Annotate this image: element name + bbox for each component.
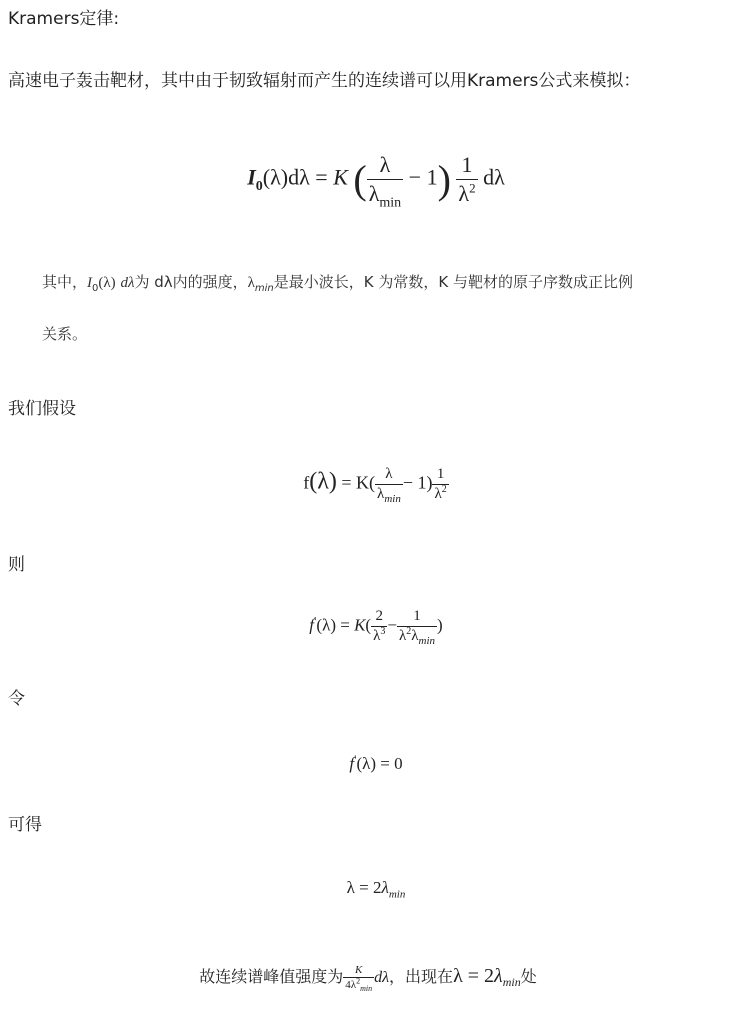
explanation-I-sub: 0 bbox=[92, 283, 99, 294]
f-frac2-sup: 2 bbox=[441, 484, 447, 495]
conclusion-text3: 处 bbox=[520, 967, 537, 986]
result-sub: min bbox=[388, 888, 406, 901]
fprime-close: ) bbox=[437, 615, 443, 635]
kramers-tail: dλ bbox=[483, 164, 505, 190]
f-frac-den bbox=[375, 485, 403, 503]
kramers-frac-num: λ bbox=[367, 152, 403, 180]
kramers-close-paren: ) bbox=[437, 157, 451, 202]
kramers-frac2-den bbox=[456, 180, 477, 207]
kramers-formula bbox=[0, 152, 752, 211]
kramers-open-paren: ( bbox=[353, 157, 367, 202]
kramers-K: K bbox=[333, 164, 348, 190]
fprime-minus: − bbox=[387, 615, 397, 635]
explanation-lambda-sub: min bbox=[254, 283, 274, 294]
let-label: 令 bbox=[8, 689, 25, 709]
fprime-f: f bbox=[309, 615, 315, 635]
fprime-frac1-num: 2 bbox=[371, 608, 387, 627]
f-symbol: f bbox=[303, 472, 310, 493]
kramers-frac-den bbox=[367, 180, 403, 211]
conclusion bbox=[0, 964, 744, 994]
conclusion-dl: dλ bbox=[374, 969, 390, 986]
f-formula bbox=[0, 466, 752, 503]
heading: Kramers定律: bbox=[8, 9, 120, 29]
f-eq: = K( bbox=[341, 472, 376, 493]
kramers-I: I bbox=[247, 164, 256, 190]
conclusion-frac-den bbox=[343, 976, 374, 994]
fprime-frac1-lambda: λ bbox=[373, 628, 381, 644]
result-formula bbox=[0, 878, 752, 901]
fprime-arg: (λ) = bbox=[316, 615, 355, 635]
conclusion-sub: min bbox=[502, 975, 521, 990]
f-den-lambda: λ bbox=[377, 486, 385, 502]
fprime-prime: ′ bbox=[314, 614, 317, 627]
fprime-frac1-den bbox=[371, 627, 387, 645]
explanation-line-1 bbox=[42, 272, 633, 293]
kramers-frac2-lambda: λ bbox=[458, 181, 470, 206]
zero-formula bbox=[0, 754, 752, 774]
fprime-K: K bbox=[354, 615, 366, 635]
conclusion-lambda: λ bbox=[494, 965, 503, 987]
conclusion-text2: ，出现在 bbox=[389, 967, 454, 986]
kramers-lhs-rest: (λ)dλ = bbox=[262, 164, 334, 190]
explanation-text1: 为 dλ内的强度， bbox=[134, 273, 248, 291]
intro-text: 高速电子轰击靶材，其中由于韧致辐射而产生的连续谱可以用Kramers公式来模拟： bbox=[8, 71, 641, 91]
f-frac2-den bbox=[432, 485, 448, 503]
fprime-frac2-den bbox=[397, 627, 437, 645]
f-fraction bbox=[375, 466, 403, 503]
explanation-I: I bbox=[87, 275, 93, 291]
zero-rest: (λ) = 0 bbox=[356, 754, 403, 773]
fprime-formula bbox=[0, 608, 752, 645]
f-arg: (λ) bbox=[309, 468, 337, 495]
explanation-text2: 是最小波长，K 为常数，K 与靶材的原子序数成正比例 bbox=[273, 273, 633, 291]
explanation-lambda: λ bbox=[247, 275, 255, 291]
fprime-frac2-sub: min bbox=[418, 635, 436, 647]
zero-f: f bbox=[349, 754, 355, 773]
kramers-den-sub: min bbox=[379, 195, 402, 211]
result-lambda: λ bbox=[381, 878, 389, 897]
fprime-frac2-lambda-b: λ bbox=[411, 628, 419, 644]
kramers-den-lambda: λ bbox=[368, 181, 380, 206]
kramers-minus-one: − 1 bbox=[408, 164, 438, 190]
fprime-frac2-lambda: λ bbox=[398, 628, 407, 644]
explanation-prefix: 其中， bbox=[42, 273, 88, 291]
kramers-frac2-num: 1 bbox=[456, 152, 477, 180]
f-fraction-2 bbox=[432, 466, 448, 503]
f-frac-num: λ bbox=[375, 466, 403, 485]
conclusion-den-sub: min bbox=[360, 984, 373, 994]
conclusion-den-pre: 4λ bbox=[345, 979, 357, 991]
f-frac2-num: 1 bbox=[432, 466, 448, 485]
f-frac2-lambda: λ bbox=[434, 486, 442, 502]
conclusion-text1: 故连续谱峰值强度为 bbox=[199, 967, 344, 986]
obtain-label: 可得 bbox=[8, 815, 42, 835]
fprime-frac2-num: 1 bbox=[397, 608, 437, 627]
fprime-frac-1 bbox=[371, 608, 387, 645]
result-lhs: λ = 2 bbox=[346, 878, 382, 897]
fprime-frac2-sup: 2 bbox=[406, 626, 412, 637]
kramers-fraction-2 bbox=[456, 152, 477, 207]
conclusion-frac-num: K bbox=[343, 964, 374, 978]
f-den-sub: min bbox=[384, 493, 401, 505]
explanation-line-2: 关系。 bbox=[42, 325, 88, 343]
kramers-fraction bbox=[367, 152, 403, 211]
conclusion-eq: λ = 2 bbox=[453, 965, 495, 987]
fprime-open: ( bbox=[365, 615, 372, 635]
f-tail: − 1) bbox=[402, 472, 433, 493]
explanation-dlambda: dλ bbox=[120, 275, 135, 291]
zero-prime: ′ bbox=[354, 753, 357, 766]
kramers-I-sub: 0 bbox=[255, 178, 263, 194]
explanation-lambda-paren: (λ) bbox=[98, 275, 116, 291]
fprime-frac-2 bbox=[397, 608, 437, 645]
kramers-frac2-sup: 2 bbox=[469, 180, 476, 196]
then-label: 则 bbox=[8, 555, 25, 575]
assume-label: 我们假设 bbox=[8, 399, 76, 419]
fprime-frac1-sup: 3 bbox=[380, 626, 386, 637]
conclusion-fraction bbox=[343, 964, 374, 994]
conclusion-den-sup: 2 bbox=[356, 976, 361, 986]
